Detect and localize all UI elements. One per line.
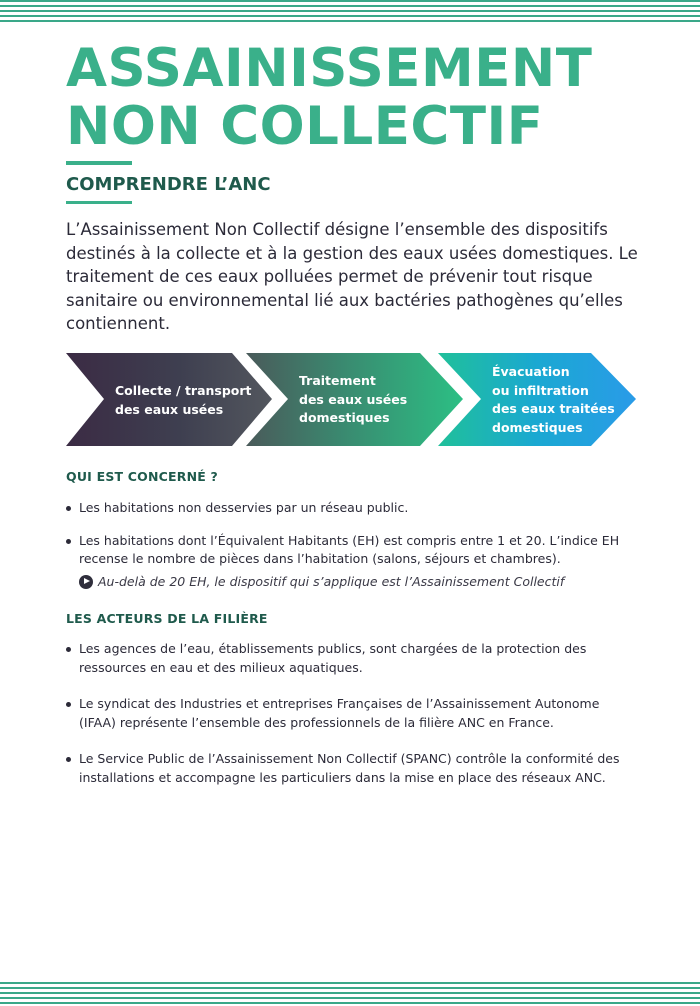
step-3-label: Évacuation ou infiltration des eaux traitées domestiques: [492, 364, 615, 435]
subtitle-rule: [66, 161, 132, 165]
play-circle-icon: [79, 575, 93, 589]
list-item: Les habitations dont l’Équivalent Habitants (EH) est compris entre 1 et 20. L’indice EH recense le nombre de pièces dans l’habitation (salons, séjours et chambres). Au-delà de 20 EH, le dispositif qui s’applique est l’Assainissement Collectif: [66, 532, 626, 592]
actors-heading: LES ACTEURS DE LA FILIÈRE: [66, 611, 268, 626]
section-subtitle: COMPRENDRE L’ANC: [66, 174, 271, 195]
actors-list: [66, 640, 626, 787]
page-title: [66, 40, 592, 156]
list-item: Le Service Public de l’Assainissement Non Collectif (SPANC) contrôle la conformité des installations et accompagne les particuliers dans la mise en place des réseaux ANC.: [66, 750, 626, 787]
step-2-label: Traitement des eaux usées domestiques: [299, 373, 408, 425]
top-stripes: [0, 0, 700, 24]
concerned-heading: QUI EST CONCERNÉ ?: [66, 469, 219, 484]
title-line-1: ASSAINISSEMENT: [66, 38, 593, 99]
bottom-stripes: [0, 982, 700, 1006]
list-item: Les habitations non desservies par un réseau public.: [66, 499, 626, 518]
title-line-2: NON COLLECTIF: [66, 96, 544, 157]
process-arrows: [0, 352, 700, 447]
step-1-label: Collecte / transport des eaux usées: [115, 383, 252, 417]
list-item: Les agences de l’eau, établissements publics, sont chargées de la protection des ressources en eau et des milieux aquatiques.: [66, 640, 626, 677]
subtitle-underline: [66, 201, 132, 204]
note: Au-delà de 20 EH, le dispositif qui s’applique est l’Assainissement Collectif: [79, 573, 626, 592]
concerned-list: [66, 499, 626, 591]
intro-paragraph: L’Assainissement Non Collectif désigne l’ensemble des dispositifs destinés à la collecte et à la gestion des eaux usées domestiques. Le traitement de ces eaux polluées permet de prévenir tout risque sanitaire ou environnemental lié aux bactéries pathogènes qu’elles contiennent.: [66, 220, 638, 333]
list-item: Le syndicat des Industries et entreprises Françaises de l’Assainissement Autonome (IFAA) représente l’ensemble des professionnels de la filière ANC en France.: [66, 695, 626, 732]
